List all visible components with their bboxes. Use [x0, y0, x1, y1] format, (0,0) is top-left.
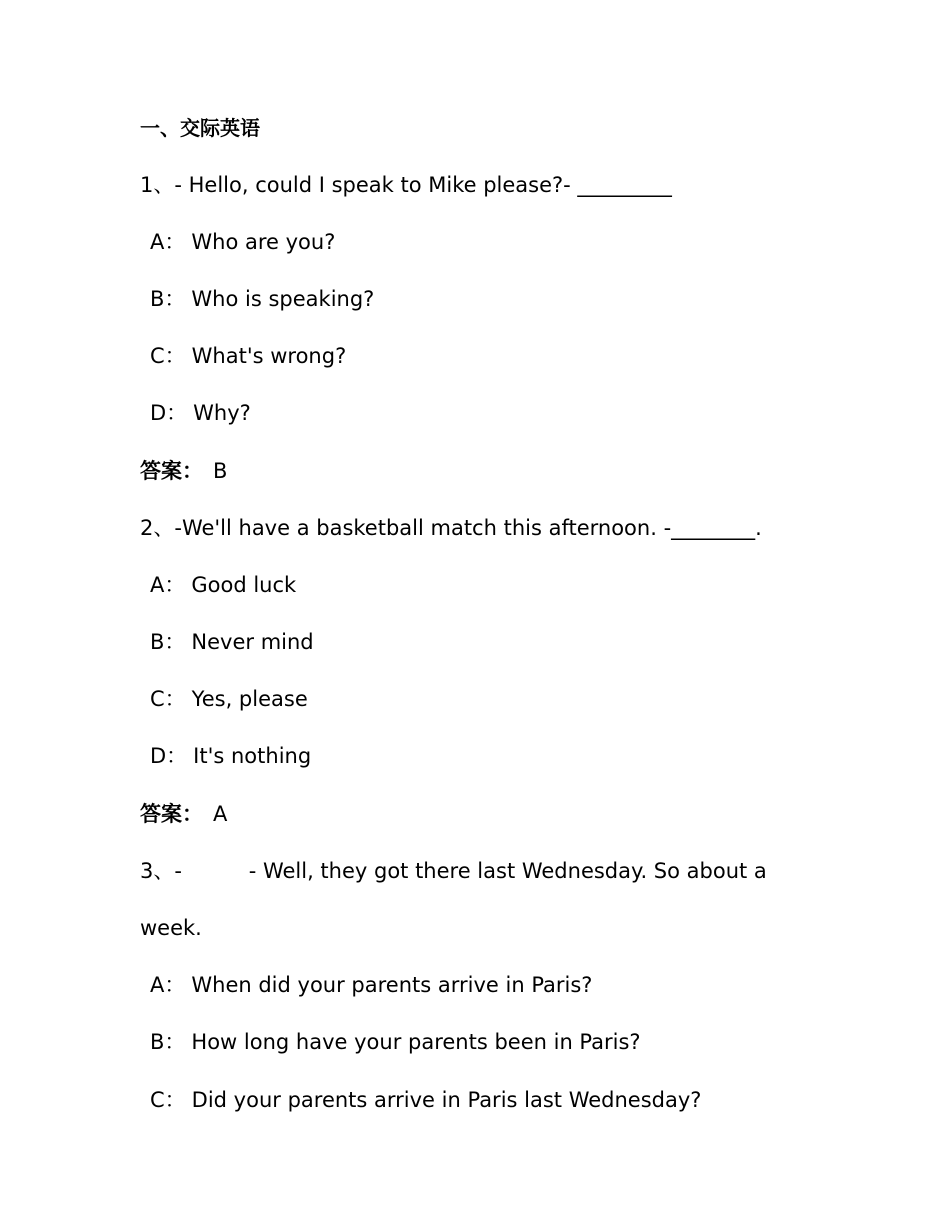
question-3-stem-line-2: week.	[140, 916, 202, 940]
question-1-option-b	[150, 285, 374, 313]
option-text: Who is speaking?	[191, 287, 375, 311]
option-text: Good luck	[191, 573, 297, 597]
option-text: When did your parents arrive in Paris?	[191, 973, 593, 997]
option-letter: B：	[150, 1030, 186, 1054]
question-1-option-d	[150, 399, 251, 427]
question-3-option-c	[150, 1086, 701, 1114]
question-2-option-d	[150, 742, 311, 770]
option-text: How long have your parents been in Paris?	[191, 1030, 641, 1054]
option-text: Never mind	[191, 630, 314, 654]
question-3-option-b	[150, 1028, 641, 1056]
question-1-option-c	[150, 342, 346, 370]
option-letter: C：	[150, 344, 186, 368]
option-letter: B：	[150, 287, 186, 311]
question-1-stem: 1、- Hello, could I speak to Mike please?- _________	[140, 173, 672, 197]
answer-value: A	[213, 802, 228, 826]
option-letter: C：	[150, 687, 186, 711]
question-2-stem: 2、-We'll have a basketball match this afternoon. -________.	[140, 516, 762, 540]
question-3-stem-line-1: 3、- - Well, they got there last Wednesday. So about a	[140, 859, 767, 883]
question-2-option-c	[150, 685, 308, 713]
question-2-answer	[140, 800, 227, 828]
option-letter: D：	[150, 744, 188, 768]
option-letter: D：	[150, 401, 188, 425]
answer-value: B	[213, 459, 228, 483]
option-letter: A：	[150, 230, 186, 254]
option-text: Why?	[193, 401, 251, 425]
option-letter: B：	[150, 630, 186, 654]
question-1-answer	[140, 457, 227, 485]
option-letter: A：	[150, 973, 186, 997]
option-text: It's nothing	[193, 744, 312, 768]
question-2-option-a	[150, 571, 296, 599]
question-2-option-b	[150, 628, 314, 656]
answer-label: 答案：	[140, 459, 203, 483]
option-text: Yes, please	[191, 687, 308, 711]
section-title: 一、交际英语	[140, 116, 260, 140]
option-text: Who are you?	[191, 230, 336, 254]
option-text: What's wrong?	[191, 344, 347, 368]
option-text: Did your parents arrive in Paris last Wednesday?	[191, 1088, 702, 1112]
answer-label: 答案：	[140, 802, 203, 826]
option-letter: C：	[150, 1088, 186, 1112]
question-1-option-a	[150, 228, 335, 256]
question-3-option-a	[150, 971, 592, 999]
option-letter: A：	[150, 573, 186, 597]
